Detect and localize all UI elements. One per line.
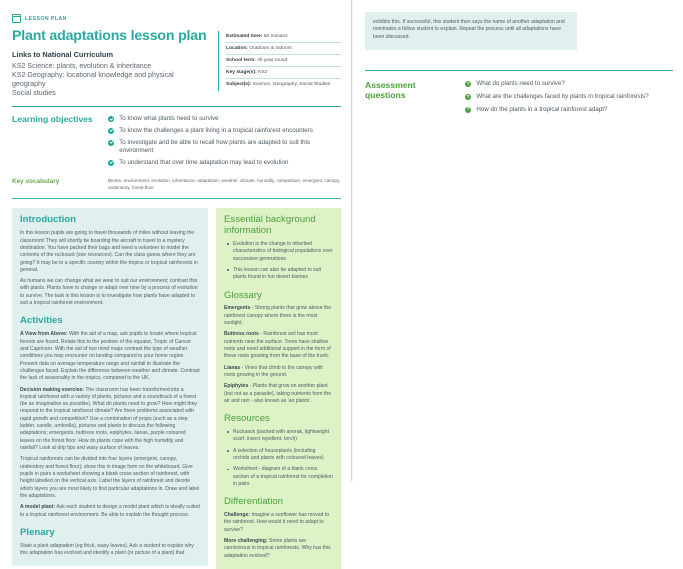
meta-row: [226, 67, 341, 79]
key-vocabulary-section: [12, 178, 341, 192]
activity-item: [20, 331, 200, 382]
assessment-title: Assessment questions: [365, 80, 416, 101]
list-item: [108, 139, 341, 156]
page-title: Plant adaptations lesson plan: [12, 28, 207, 44]
list-item: [108, 159, 341, 167]
plenary-title: Plenary: [20, 527, 55, 539]
list-item: Worksheet - diagram of a blank cross section of a tropical rainforest for completion in pairs: [233, 466, 333, 487]
activity-text: Tropical rainforests can be divided into four layers (emergent, canopy, understory and forest floor); show this in image form on the whiteboard. Give pupils in pairs a worksheet showing a blank cross section of rainforest, with height labelled on the vertical axis. Label the layers of rainforest and decide which layers you are most likely to find particular adaptations in. Draw and label the adaptations.: [20, 456, 200, 500]
meta-key: Key stage(s):: [226, 69, 257, 75]
activity-item: [20, 387, 200, 453]
activities-title: Activities: [20, 315, 63, 327]
question-mark-icon: ?: [466, 93, 470, 99]
differentiation-item: [224, 538, 333, 560]
badge-label: LESSON PLAN: [25, 15, 67, 22]
list-item: Evolution is the change in inherited characteristics of biological populations over successive generations: [233, 240, 333, 262]
meta-key: School term:: [226, 57, 256, 63]
glossary-definition: - Strong plants that grow above the rainforest canopy where there is the most sunlight.: [224, 305, 332, 326]
introduction-paragraph: In this lesson pupils are going to travel thousands of miles without leaving the classroom! They will shortly be boarding the aircraft to travel to a mystery destination. You have packed their bags and need a volunteer to model the contents of the rucksack (see resources). Can the class guess where they are going? It may be to a specific country within the tropics or tropical rainforests in general.: [20, 230, 198, 273]
background-list: [224, 241, 333, 282]
activity-lead: A View from Above:: [20, 331, 68, 338]
glossary-entry: [224, 383, 333, 405]
learning-objectives-list: [108, 115, 341, 170]
resources-title: Resources: [224, 413, 270, 425]
curriculum-line-1: KS2 Science: plants, evolution & inheritance: [12, 61, 152, 70]
glossary-definition: - Rainforest soil has most nutrients near the surface. Trees have shallow roots and need additional support in the form of these roots growing from the base of the trunk.: [224, 331, 331, 360]
check-circle-icon: [108, 128, 114, 134]
assessment-list: [465, 80, 673, 118]
page-2: [353, 0, 683, 481]
list-item: Rucksack (packed with anorak, lightweight scarf, insect repellent, torch): [233, 429, 333, 444]
differentiation-item: [224, 512, 333, 534]
glossary-entry: [224, 331, 333, 360]
objective-text: To know the challenges a plant living in a tropical rainforest encounters: [119, 127, 313, 135]
glossary-title: Glossary: [224, 289, 262, 301]
activity-item: [20, 456, 200, 500]
assessment-question: What are the challenges faced by plants in tropical rainforests?: [476, 93, 649, 101]
activity-lead: A model plant:: [20, 504, 56, 511]
curriculum-line-3: Social studies: [12, 88, 56, 97]
plenary-continued-text: exhibits this. If successful, this student then says the name of another adaptation and nominates a fellow student to explain. Repeat the process until all adaptations have been discussed.: [373, 19, 565, 40]
assessment-divider: [365, 70, 673, 71]
activity-item: [20, 504, 200, 519]
activity-text: With the aid of a map, ask pupils to locate where tropical forests are found. Relate this to the position of the equator, Tropic of Cancer and Capricorn. With the aid of two mind maps contrast the type of weather conditions you may encounter on landing compared to your home region. Present data on average temperature range and rainfall to illustrate the challenges faced. Explain the difference between weather and climate. Contrast the lack of seasonality in the tropics, compared to the UK.: [20, 331, 200, 382]
header-divider: [12, 106, 341, 107]
question-mark-icon: ?: [466, 80, 470, 86]
key-vocabulary-title: Key vocabulary: [12, 177, 60, 185]
body-columns: [12, 208, 341, 569]
section-divider: [12, 198, 341, 199]
glossary-term: Buttress roots: [224, 331, 259, 338]
glossary-entry: [224, 305, 333, 327]
glossary-term: Epiphytes: [224, 383, 249, 390]
list-item: A selection of houseplants (including orchids and plants with coloured leaves): [233, 448, 333, 463]
activity-text: The classroom has been transformed into a tropical rainforest with a variety of plants, pictures and a soundtrack of a forest (be as imaginative as possible). What do plants need to grow? How might they respond to the tropical rainforest climate? Are there problems associated with rapid growth and competition? Use a combination of props (such as a step ladder, candle, umbrella), pictures and plants to discuss the following adaptations; emergents, buttress roots, epiphytes, lianas, purple coloured leaves on the forest floor. How do plants cope with the high humidity and rainfall? Look at drip tips and waxy surface of leaves.: [20, 386, 197, 452]
meta-key: Estimated time:: [226, 33, 263, 39]
background-title: Essential background information: [224, 214, 316, 237]
differentiation-title: Differentiation: [224, 496, 284, 508]
differentiation-text: Some plants are carnivorous in tropical rainforests. Why has this adaptation evolved?: [224, 537, 331, 559]
assessment-question: What do plants need to survive?: [476, 80, 565, 88]
introduction-activities-panel: [12, 208, 208, 566]
glossary-term: Lianas: [224, 364, 241, 371]
curriculum-line-2: KS2 Geography: locational knowledge and physical geography: [12, 70, 174, 88]
background-glossary-panel: [216, 208, 341, 569]
assessment-section: [365, 80, 673, 118]
list-item: [108, 127, 341, 135]
check-circle-icon: [108, 116, 114, 122]
meta-value: KS2: [258, 69, 268, 75]
header-left: [12, 29, 208, 98]
meta-key: Location:: [226, 45, 249, 51]
meta-row: [226, 79, 341, 90]
plenary-continued-panel: [365, 12, 577, 50]
meta-key: Subject(s):: [226, 82, 252, 88]
differentiation-lead: Challenge:: [224, 512, 251, 518]
meta-row: [226, 55, 341, 67]
curriculum-subheading: Links to National Curriculum: [12, 49, 114, 59]
meta-value: 60 minutes: [263, 33, 288, 39]
glossary-definition: - Vines that climb to the canopy with roots growing in the ground.: [224, 364, 324, 378]
check-circle-icon: [108, 140, 114, 146]
learning-objectives-title: Learning objectives: [12, 114, 93, 125]
lesson-plan-badge: [12, 14, 341, 23]
plenary-text: State a plant adaptation (eg thick, waxy leaves). Ask a student to explain why this adaptation has evolved and identify a plant (or picture of a plant) that: [20, 542, 194, 557]
objective-text: To understand that over time adaptation may lead to evolution: [119, 158, 289, 166]
meta-row: [226, 43, 341, 55]
meta-value: Science, Geography, Social Studies: [252, 82, 331, 88]
meta-value: All year round: [257, 57, 288, 63]
lesson-meta-table: [218, 31, 341, 91]
meta-value: Outdoors & Indoors: [249, 45, 292, 51]
list-item: [465, 93, 673, 101]
meta-row: [226, 31, 341, 43]
activity-lead: Decision making exercise:: [20, 386, 84, 393]
introduction-title: Introduction: [20, 214, 76, 226]
check-circle-icon: [108, 160, 114, 166]
resources-list: [224, 429, 333, 488]
objective-text: To investigate and be able to recall how plants are adapted to suit this environment: [119, 138, 311, 155]
differentiation-lead: More challenging:: [224, 537, 268, 544]
list-item: [465, 80, 673, 88]
key-vocabulary-text: Biome, environment, evolution, inheritance, adaptation, weather, climate, humidity, competition, emergent, canopy, understory, forest-floor: [108, 177, 341, 190]
column-left: [12, 208, 208, 569]
list-item: [465, 106, 673, 114]
list-item: This lesson can also be adapted to suit plants found in hot desert biomes: [233, 267, 333, 282]
activity-text: Ask each student to design a model plant which is ideally suited to a tropical rainforest environment. Be able to explain the thought process.: [20, 504, 200, 518]
calendar-icon: [12, 14, 21, 23]
glossary-entry: [224, 365, 333, 380]
differentiation-text: Imagine a sunflower has moved to the rainforest. How would it need to adapt to survive?: [224, 512, 330, 533]
objective-text: To know what plants need to survive: [119, 115, 219, 123]
introduction-paragraph: As humans we can change what we wear to suit our environment; contrast this with plants. Plants have to change or adapt over time by a process of evolution to survive. The task in this lesson is to investigate how plants have adapted to suit a tropical rainforest environment.: [20, 278, 198, 307]
column-right: [216, 208, 341, 569]
document-header: [12, 29, 341, 98]
question-mark-icon: ?: [466, 106, 470, 112]
glossary-definition: - Plants that grow on another plant (but not as a parasite), taking nutrients from the air and rain - also known as 'air plants'.: [224, 383, 332, 404]
list-item: [108, 115, 341, 123]
glossary-term: Emergents: [224, 305, 251, 312]
assessment-question: How do the plants in a tropical rainforest adapt?: [476, 105, 608, 113]
learning-objectives-section: [12, 115, 341, 170]
